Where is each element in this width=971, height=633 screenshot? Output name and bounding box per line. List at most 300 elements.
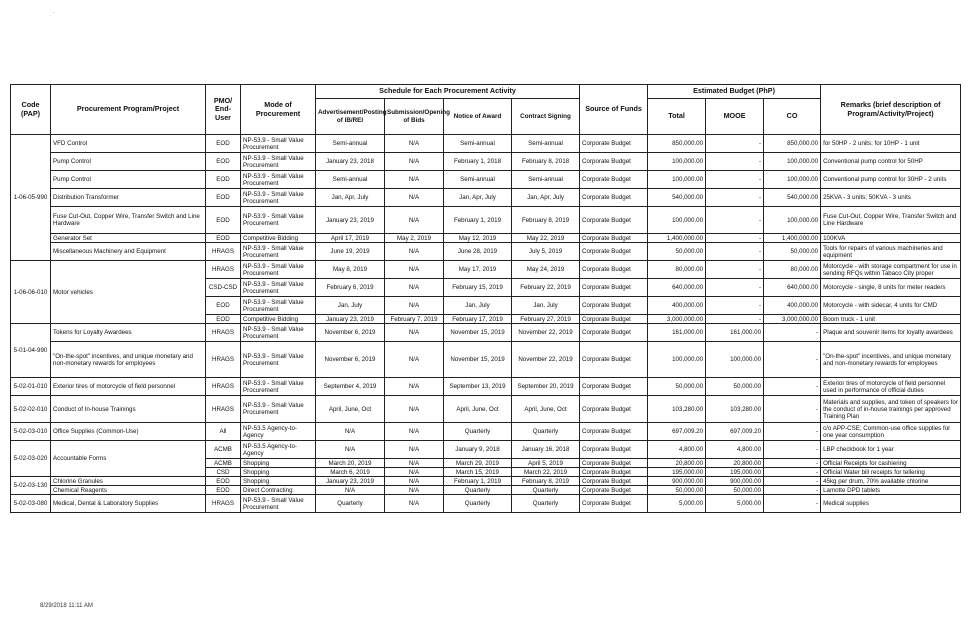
cell-remarks: LBP checkbook for 1 year (821, 441, 961, 459)
cell-program: Pump Control (51, 153, 206, 171)
header-pmo: PMO/ End-User (206, 85, 241, 135)
cell-program: "On-the-spot" incentives, and unique monetary and non-monetary rewards for employees (51, 342, 206, 378)
cell-remarks: Conventional pump control for 30HP - 2 units (821, 171, 961, 189)
cell-program: Distribution Transformer (51, 189, 206, 207)
cell-co: 100,000.00 (764, 171, 821, 189)
cell-program: Chemical Reagents (51, 486, 206, 495)
cell-co: 540,000.00 (764, 189, 821, 207)
cell-total: 3,000,000.00 (648, 315, 706, 324)
cell-noa: May 12, 2019 (444, 234, 512, 243)
cell-advert: May 8, 2019 (316, 261, 385, 279)
header-contract: Contract Signing (512, 99, 580, 135)
cell-remarks: c/o APP-CSE; Common-use office supplies for one year consumption (821, 423, 961, 441)
cell-program: VFD Control (51, 135, 206, 153)
header-mooe: MOOE (706, 99, 764, 135)
cell-noa: January 9, 2018 (444, 441, 512, 459)
cell-noa: Jan, July (444, 297, 512, 315)
table-row (11, 378, 961, 396)
cell-co: 100,000.00 (764, 153, 821, 171)
cell-total: 50,000.00 (648, 243, 706, 261)
cell-contract: February 8, 2019 (512, 477, 580, 486)
cell-noa: February 1, 2019 (444, 207, 512, 234)
cell-source: Corporate Budget (580, 342, 648, 378)
cell-remarks: Boom truck - 1 unit (821, 315, 961, 324)
header-submission: Submission/Opening of Bids (385, 99, 444, 135)
header-co: CO (764, 99, 821, 135)
cell-contract: Quarterly (512, 486, 580, 495)
cell-noa: March 29, 2019 (444, 459, 512, 468)
cell-submission: N/A (385, 261, 444, 279)
cell-pmo: HRAGS (206, 324, 241, 342)
cell-program: Exterior tires of motorcycle of field personnel (51, 378, 206, 396)
cell-pap-code: 5-01-04-990 (11, 324, 51, 378)
cell-remarks: Medical supplies (821, 495, 961, 513)
table-row (11, 135, 961, 153)
cell-pap-code: 5-02-01-010 (11, 378, 51, 396)
cell-advert: March 20, 2019 (316, 459, 385, 468)
cell-co: 850,000.00 (764, 135, 821, 153)
cell-source: Corporate Budget (580, 297, 648, 315)
cell-mode: NP-53.9 - Small Value Procurement (241, 207, 316, 234)
cell-remarks: Materials and supplies, and token of speakers for the conduct of in-house trainings per approved Training Plan (821, 396, 961, 423)
cell-contract: Semi-annual (512, 135, 580, 153)
cell-noa: Quarterly (444, 423, 512, 441)
cell-submission: N/A (385, 297, 444, 315)
cell-total: 640,000.00 (648, 279, 706, 297)
cell-total: 5,000.00 (648, 495, 706, 513)
cell-source: Corporate Budget (580, 234, 648, 243)
cell-remarks: Official Receipts for cashiering (821, 459, 961, 468)
cell-submission: May 2, 2019 (385, 234, 444, 243)
cell-noa: May 17, 2019 (444, 261, 512, 279)
cell-total: 50,000.00 (648, 486, 706, 495)
cell-noa: September 13, 2019 (444, 378, 512, 396)
cell-total: 100,000.00 (648, 153, 706, 171)
table-row (11, 342, 961, 378)
cell-pmo: EOD (206, 297, 241, 315)
cell-total: 850,000.00 (648, 135, 706, 153)
cell-pmo: ACMB (206, 441, 241, 459)
cell-mooe: - (706, 297, 764, 315)
print-timestamp: 8/29/2018 11:11 AM (40, 603, 93, 609)
cell-contract: Jan, Apr, July (512, 189, 580, 207)
cell-pap-code: 5-02-03-130 (11, 477, 51, 495)
cell-mooe: - (706, 135, 764, 153)
procurement-plan-sheet (10, 84, 961, 513)
cell-pmo: EOD (206, 153, 241, 171)
cell-contract: January 16, 2018 (512, 441, 580, 459)
cell-mode: NP-53.9 - Small Value Procurement (241, 189, 316, 207)
cell-mode: Competitive Bidding (241, 234, 316, 243)
cell-mode: NP-53.9 - Small Value Procurement (241, 342, 316, 378)
cell-total: 400,000.00 (648, 297, 706, 315)
cell-mooe: - (706, 171, 764, 189)
cell-mode: NP-53.9 - Small Value Procurement (241, 171, 316, 189)
cell-program: Miscellaneous Machinery and Equipment (51, 243, 206, 261)
cell-remarks: 45kg per drum, 70% available chlorine (821, 477, 961, 486)
cell-pap-code: 1-06-05-990 (11, 135, 51, 261)
cell-noa: February 17, 2019 (444, 315, 512, 324)
cell-submission: N/A (385, 189, 444, 207)
cell-advert: April 17, 2019 (316, 234, 385, 243)
cell-remarks: Plaque and souvenir items for loyalty awardees (821, 324, 961, 342)
cell-advert: March 6, 2019 (316, 468, 385, 477)
cell-noa: February 1, 2018 (444, 153, 512, 171)
cell-noa: February 1, 2019 (444, 477, 512, 486)
cell-source: Corporate Budget (580, 135, 648, 153)
cell-program: Conduct of In-house Trainings (51, 396, 206, 423)
header-total: Total (648, 99, 706, 135)
cell-co: - (764, 378, 821, 396)
cell-co: - (764, 324, 821, 342)
cell-mode: Shopping (241, 468, 316, 477)
cell-program: Office Supplies (Common-Use) (51, 423, 206, 441)
cell-co: - (764, 459, 821, 468)
cell-mooe: 900,000.00 (706, 477, 764, 486)
cell-source: Corporate Budget (580, 207, 648, 234)
cell-source: Corporate Budget (580, 441, 648, 459)
cell-mooe: - (706, 234, 764, 243)
cell-program: Accountable Forms (51, 441, 206, 477)
table-row (11, 396, 961, 423)
cell-noa: Quarterly (444, 486, 512, 495)
cell-mooe: 4,800.00 (706, 441, 764, 459)
cell-mode: NP-53.9 - Small Value Procurement (241, 153, 316, 171)
cell-advert: N/A (316, 441, 385, 459)
cell-mode: NP-53.9 - Small Value Procurement (241, 297, 316, 315)
cell-submission: N/A (385, 279, 444, 297)
cell-contract: September 20, 2019 (512, 378, 580, 396)
cell-submission: N/A (385, 207, 444, 234)
cell-total: 100,000.00 (648, 171, 706, 189)
cell-submission: N/A (385, 153, 444, 171)
cell-mode: NP-53.9 - Small Value Procurement (241, 495, 316, 513)
cell-contract: March 22, 2019 (512, 468, 580, 477)
cell-advert: N/A (316, 486, 385, 495)
cell-mode: NP-53.9 - Small Value Procurement (241, 261, 316, 279)
header-advert: Advertisement/Posting of IB/REI (316, 99, 385, 135)
cell-advert: January 23, 2019 (316, 477, 385, 486)
cell-source: Corporate Budget (580, 171, 648, 189)
cell-total: 50,000.00 (648, 378, 706, 396)
cell-contract: May 22, 2019 (512, 234, 580, 243)
cell-total: 1,400,000.00 (648, 234, 706, 243)
cell-submission: N/A (385, 495, 444, 513)
cell-source: Corporate Budget (580, 495, 648, 513)
cell-mooe: - (706, 279, 764, 297)
cell-co: 50,000.00 (764, 243, 821, 261)
cell-noa: March 15, 2019 (444, 468, 512, 477)
cell-source: Corporate Budget (580, 477, 648, 486)
cell-co: - (764, 441, 821, 459)
header-code: Code (PAP) (11, 85, 51, 135)
cell-submission: N/A (385, 324, 444, 342)
cell-co: 3,000,000.00 (764, 315, 821, 324)
cell-submission: N/A (385, 342, 444, 378)
cell-total: 540,000.00 (648, 189, 706, 207)
cell-source: Corporate Budget (580, 459, 648, 468)
cell-advert: January 23, 2019 (316, 315, 385, 324)
table-row (11, 423, 961, 441)
cell-total: 100,000.00 (648, 207, 706, 234)
cell-source: Corporate Budget (580, 378, 648, 396)
cell-noa: April, June, Oct (444, 396, 512, 423)
cell-source: Corporate Budget (580, 189, 648, 207)
header-noa: Notice of Award (444, 99, 512, 135)
cell-co: - (764, 486, 821, 495)
cell-contract: Jan, July (512, 297, 580, 315)
cell-submission: N/A (385, 468, 444, 477)
cell-submission: N/A (385, 396, 444, 423)
cell-advert: Jan, July (316, 297, 385, 315)
cell-mode: NP-53.9 - Small Value Procurement (241, 324, 316, 342)
cell-advert: November 6, 2019 (316, 324, 385, 342)
cell-pmo: EOD (206, 315, 241, 324)
cell-source: Corporate Budget (580, 396, 648, 423)
cell-pmo: EOD (206, 189, 241, 207)
header-budget: Estimated Budget (PhP) (648, 85, 821, 99)
cell-total: 4,800.00 (648, 441, 706, 459)
cell-mooe: 50,000.00 (706, 486, 764, 495)
cell-advert: November 6, 2019 (316, 342, 385, 378)
cell-contract: February 22, 2019 (512, 279, 580, 297)
cell-source: Corporate Budget (580, 261, 648, 279)
cell-pap-code: 5-02-03-020 (11, 441, 51, 477)
cell-total: 161,000.00 (648, 324, 706, 342)
cell-mode: NP-53.9 - Small Value Procurement (241, 279, 316, 297)
header-source: Source of Funds (580, 85, 648, 135)
cell-co: - (764, 423, 821, 441)
cell-mooe: - (706, 243, 764, 261)
cell-pmo: CSD (206, 468, 241, 477)
cell-pmo: CSD-CSD (206, 279, 241, 297)
cell-remarks: Tools for repairs of various machineries and equipment (821, 243, 961, 261)
cell-total: 103,280.00 (648, 396, 706, 423)
cell-advert: June 19, 2019 (316, 243, 385, 261)
cell-co: 400,000.00 (764, 297, 821, 315)
cell-source: Corporate Budget (580, 468, 648, 477)
table-row (11, 495, 961, 513)
cell-program: Generator Set (51, 234, 206, 243)
cell-submission: N/A (385, 459, 444, 468)
cell-mooe: 5,000.00 (706, 495, 764, 513)
cell-total: 100,000.00 (648, 342, 706, 378)
cell-co: - (764, 495, 821, 513)
cell-contract: Quarterly (512, 495, 580, 513)
header-remarks: Remarks (brief description of Program/Activity/Project) (821, 85, 961, 135)
cell-submission: N/A (385, 486, 444, 495)
cell-advert: January 23, 2019 (316, 207, 385, 234)
cell-remarks: Official Water bill receipts for tellering (821, 468, 961, 477)
cell-mooe: 50,000.00 (706, 378, 764, 396)
cell-noa: June 28, 2019 (444, 243, 512, 261)
cell-pmo: EOD (206, 135, 241, 153)
cell-mode: Competitive Bidding (241, 315, 316, 324)
cell-mooe: 195,000.00 (706, 468, 764, 477)
cell-noa: February 15, 2019 (444, 279, 512, 297)
cell-mooe: 161,000.00 (706, 324, 764, 342)
cell-program: Motor vehicles (51, 261, 206, 324)
cell-noa: November 15, 2019 (444, 342, 512, 378)
cell-pmo: EOD (206, 207, 241, 234)
cell-pap-code: 1-06-06-010 (11, 261, 51, 324)
cell-total: 80,000.00 (648, 261, 706, 279)
cell-contract: February 8, 2019 (512, 207, 580, 234)
cell-submission: N/A (385, 378, 444, 396)
cell-advert: Semi-annual (316, 171, 385, 189)
cell-mooe: 100,000.00 (706, 342, 764, 378)
cell-contract: April 5, 2019 (512, 459, 580, 468)
cell-pap-code: 5-02-03-080 (11, 495, 51, 513)
cell-submission: N/A (385, 477, 444, 486)
cell-advert: Semi-annual (316, 135, 385, 153)
cell-co: 100,000.00 (764, 207, 821, 234)
header-program: Procurement Program/Project (51, 85, 206, 135)
cell-program: Medical, Dental & Laboratory Supplies (51, 495, 206, 513)
cell-pmo: HRAGS (206, 378, 241, 396)
cell-advert: Quarterly (316, 495, 385, 513)
cell-pmo: All (206, 423, 241, 441)
header-mode: Mode of Procurement (241, 85, 316, 135)
cell-submission: N/A (385, 171, 444, 189)
cell-remarks: Motorcycle - with sidecar, 4 units for CMD (821, 297, 961, 315)
cell-noa: November 15, 2019 (444, 324, 512, 342)
cell-mooe: - (706, 207, 764, 234)
cell-mooe: 103,280.00 (706, 396, 764, 423)
table-row (11, 441, 961, 459)
cell-remarks: Motorcycle - single, 8 units for meter readers (821, 279, 961, 297)
cell-submission: N/A (385, 243, 444, 261)
cell-total: 195,000.00 (648, 468, 706, 477)
cell-noa: Jan, Apr, July (444, 189, 512, 207)
table-row (11, 171, 961, 189)
cell-pmo: HRAGS (206, 243, 241, 261)
table-row (11, 477, 961, 486)
cell-co: 640,000.00 (764, 279, 821, 297)
cell-remarks: Conventional pump control for 50HP (821, 153, 961, 171)
cell-co: 80,000.00 (764, 261, 821, 279)
cell-contract: February 8, 2018 (512, 153, 580, 171)
cell-mooe: - (706, 315, 764, 324)
cell-co: - (764, 396, 821, 423)
scan-specks: . ˘ (50, 12, 55, 18)
cell-source: Corporate Budget (580, 243, 648, 261)
cell-mode: NP-53.5 Agency-to-Agency (241, 423, 316, 441)
cell-program: Fuse Cut-Out, Copper Wire, Transfer Switch and Line Hardware (51, 207, 206, 234)
cell-pmo: EOD (206, 171, 241, 189)
cell-noa: Semi-annual (444, 171, 512, 189)
cell-mooe: 20,800.00 (706, 459, 764, 468)
cell-contract: Semi-annual (512, 171, 580, 189)
table-row (11, 207, 961, 234)
cell-advert: April, June, Oct (316, 396, 385, 423)
cell-mode: Shopping (241, 477, 316, 486)
cell-pmo: EOD (206, 486, 241, 495)
cell-pmo: ACMB (206, 459, 241, 468)
cell-mooe: 697,009.20 (706, 423, 764, 441)
table-row (11, 324, 961, 342)
cell-advert: N/A (316, 423, 385, 441)
cell-mode: NP-53.9 - Small Value Procurement (241, 378, 316, 396)
cell-co: - (764, 342, 821, 378)
table-row (11, 261, 961, 279)
cell-program: Tokens for Loyalty Awardees (51, 324, 206, 342)
cell-submission: February 7, 2019 (385, 315, 444, 324)
cell-program: Chlorine Granules (51, 477, 206, 486)
cell-remarks: Fuse Cut-Out, Copper Wire, Transfer Switch and Line Hardware (821, 207, 961, 234)
cell-remarks: Exterior tires of motorcycle of field personnel used in performance of official duties (821, 378, 961, 396)
cell-pap-code: 5-02-02-010 (11, 396, 51, 423)
table-row (11, 243, 961, 261)
cell-remarks: for 50HP - 2 units; for 10HP - 1 unit (821, 135, 961, 153)
cell-total: 20,800.00 (648, 459, 706, 468)
cell-advert: February 6, 2019 (316, 279, 385, 297)
cell-contract: Quarterly (512, 423, 580, 441)
procurement-table (10, 84, 961, 513)
cell-pmo: HRAGS (206, 495, 241, 513)
cell-remarks: 100KVA (821, 234, 961, 243)
cell-mooe: - (706, 189, 764, 207)
cell-pmo: HRAGS (206, 342, 241, 378)
cell-mode: NP-53.5 Agency-to-Agency (241, 441, 316, 459)
cell-submission: N/A (385, 135, 444, 153)
table-row (11, 153, 961, 171)
cell-pmo: HRAGS (206, 261, 241, 279)
table-row (11, 234, 961, 243)
cell-contract: May 24, 2019 (512, 261, 580, 279)
cell-noa: Quarterly (444, 495, 512, 513)
cell-source: Corporate Budget (580, 324, 648, 342)
table-row (11, 486, 961, 495)
table-row (11, 189, 961, 207)
cell-mode: NP-53.9 - Small Value Procurement (241, 135, 316, 153)
cell-pmo: HRAGS (206, 396, 241, 423)
cell-co: 1,400,000.00 (764, 234, 821, 243)
cell-remarks: "On-the-spot" incentives, and unique monetary and non-monetary rewards for employees (821, 342, 961, 378)
cell-mooe: - (706, 261, 764, 279)
cell-advert: September 4, 2019 (316, 378, 385, 396)
cell-pap-code: 5-02-03-010 (11, 423, 51, 441)
cell-program: Pump Control (51, 171, 206, 189)
cell-mode: NP-53.9 - Small Value Procurement (241, 243, 316, 261)
cell-co: - (764, 468, 821, 477)
cell-contract: November 22, 2019 (512, 342, 580, 378)
cell-mode: Shopping (241, 459, 316, 468)
cell-submission: N/A (385, 441, 444, 459)
cell-mode: NP-53.9 - Small Value Procurement (241, 396, 316, 423)
cell-mode: Direct Contracting (241, 486, 316, 495)
cell-remarks: Motorcycle - with storage compartment for use in sending RFQs within Tabaco City proper (821, 261, 961, 279)
cell-contract: February 27, 2019 (512, 315, 580, 324)
cell-submission: N/A (385, 423, 444, 441)
cell-source: Corporate Budget (580, 153, 648, 171)
cell-advert: Jan, Apr, July (316, 189, 385, 207)
cell-contract: November 22, 2019 (512, 324, 580, 342)
cell-source: Corporate Budget (580, 486, 648, 495)
cell-contract: April, June, Oct (512, 396, 580, 423)
cell-advert: January 23, 2018 (316, 153, 385, 171)
cell-co: - (764, 477, 821, 486)
cell-total: 900,000.00 (648, 477, 706, 486)
cell-pmo: EOD (206, 234, 241, 243)
cell-mooe: - (706, 153, 764, 171)
cell-source: Corporate Budget (580, 279, 648, 297)
cell-noa: Semi-annual (444, 135, 512, 153)
cell-source: Corporate Budget (580, 423, 648, 441)
header-schedule: Schedule for Each Procurement Activity (316, 85, 580, 99)
cell-remarks: 25KVA - 3 units; 50KVA - 3 units (821, 189, 961, 207)
cell-source: Corporate Budget (580, 315, 648, 324)
